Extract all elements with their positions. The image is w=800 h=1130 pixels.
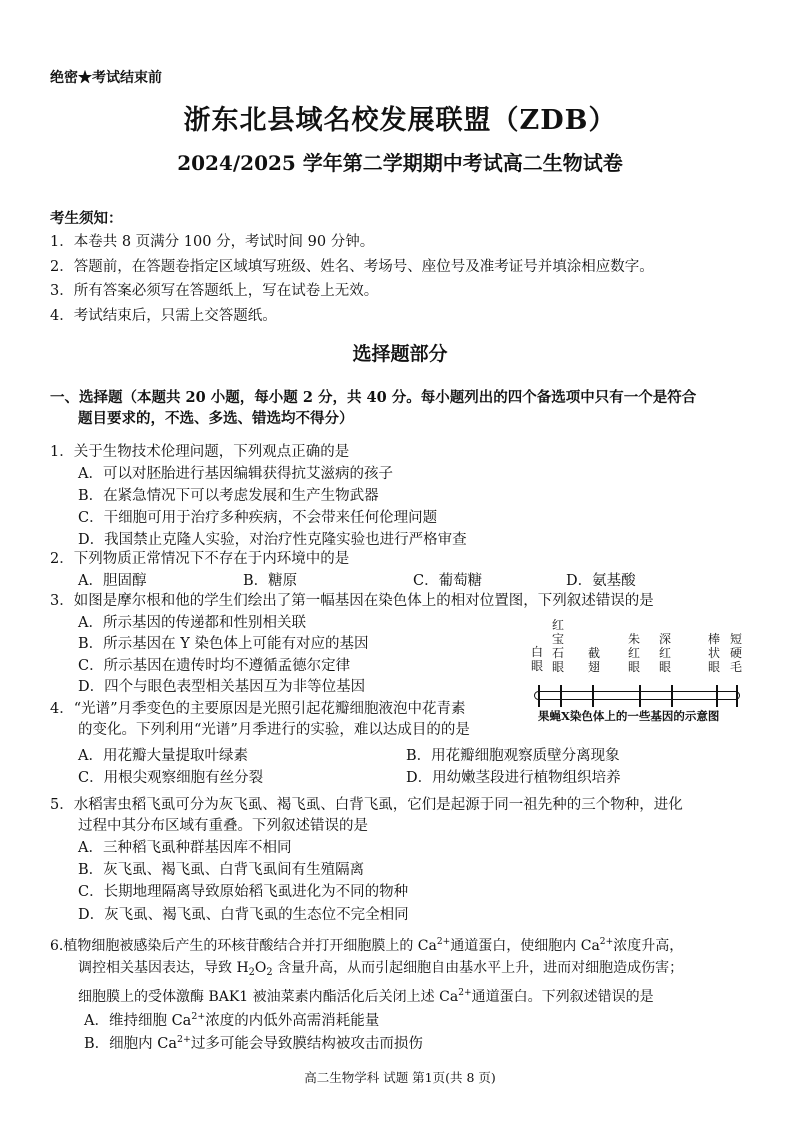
q4-option-c: C．用根尖观察细胞有丝分裂 (78, 770, 264, 786)
gene-label-vermilion-eye: 朱红眼 (627, 632, 640, 674)
q2-option-d: D．氨基酸 (566, 573, 636, 589)
q4-option-b: B．用花瓣细胞观察质壁分离现象 (406, 748, 620, 764)
q1-option-d: D．我国禁止克隆人实验，对治疗性克隆实验也进行严格审查 (78, 532, 467, 548)
gene-marker (639, 685, 641, 707)
gene-marker (736, 685, 738, 707)
notice-item: 3．所有答案必须写在答题纸上，写在试卷上无效。 (50, 283, 379, 299)
q4-stem: 4．“光谱”月季变色的主要原因是光照引起花瓣细胞液泡中花青素 (50, 701, 466, 717)
q6-stem-line3: 细胞膜上的受体激酶 BAK1 被油菜素内酯活化后关闭上述 $Ca^{2+}$通道蛋白。下列叙述错误的是 (78, 988, 654, 1005)
q1-stem: 1．关于生物技术伦理问题，下列观点正确的是 (50, 444, 350, 460)
notice-item: 2．答题前，在答题卷指定区域填写班级、姓名、考场号、座位号及准考证号并填涂相应数字。 (50, 259, 654, 275)
q5-option-b: B．灰飞虱、褐飞虱、白背飞虱间有生殖隔离 (78, 862, 365, 878)
part1-instructions: 一、选择题（本题共 20 小题，每小题 2 分，共 40 分。每小题列出的四个备选项中只有一个是符合 (50, 389, 697, 406)
gene-marker (592, 685, 594, 707)
secret-label: 绝密★考试结束前 (50, 70, 162, 86)
notice-heading: 考生须知： (50, 210, 123, 227)
gene-label-white-eye: 白眼 (530, 645, 543, 673)
exam-subtitle: 2024/2025 学年第二学期期中考试高二生物试卷 (177, 151, 623, 175)
gene-label-carmine-eye: 深红眼 (658, 632, 671, 674)
q5-option-c: C．长期地理隔离导致原始稻飞虱进化为不同的物种 (78, 884, 409, 900)
q6-option-b: B．细胞内 $Ca^{2+}$过多可能会导致膜结构被攻击而损伤 (84, 1034, 423, 1052)
q2-option-c: C．葡萄糖 (413, 573, 483, 589)
q3-stem: 3．如图是摩尔根和他的学生们绘出了第一幅基因在染色体上的相对位置图，下列叙述错误的是 (50, 593, 654, 609)
gene-marker (671, 685, 673, 707)
notice-item: 1．本卷共 8 页满分 100 分，考试时间 90 分钟。 (50, 234, 375, 250)
chromosome-figure (528, 615, 773, 725)
part1-instructions-cont: 题目要求的，不选、多选、错选均不得分） (78, 410, 354, 427)
gene-marker (538, 685, 540, 707)
q1-option-b: B．在紧急情况下可以考虑发展和生产生物武器 (78, 488, 379, 504)
gene-marker (560, 685, 562, 707)
q1-option-c: C．干细胞可用于治疗多种疾病，不会带来任何伦理问题 (78, 510, 438, 526)
q6-stem-line2: 调控相关基因表达，导致 $H_2O_2$ 含量升高，从而引起细胞自由基水平上升，进而对细胞造成伤害； (78, 960, 684, 978)
q3-option-a: A．所示基因的传递都和性别相关联 (78, 615, 306, 631)
q3-option-c: C．所示基因在遗传时均不遵循孟德尔定律 (78, 658, 351, 674)
q6-stem: 6.植物细胞被感染后产生的环核苷酸结合并打开细胞膜上的 $Ca^{2+}$通道蛋白，使细胞内 $Ca^{2+}$浓度升高， (50, 937, 684, 954)
q4-option-d: D．用幼嫩茎段进行植物组织培养 (406, 770, 621, 786)
exam-title: 浙东北县域名校发展联盟（ZDB） (183, 105, 617, 136)
q4-option-a: A．用花瓣大量提取叶绿素 (78, 748, 248, 764)
q5-stem-cont: 过程中其分布区域有重叠。下列叙述错误的是 (78, 818, 368, 834)
gene-label-ruby-eye: 红宝石眼 (551, 618, 564, 674)
q3-option-d: D．四个与眼色表型相关基因互为非等位基因 (78, 679, 366, 695)
section-title: 选择题部分 (352, 343, 448, 365)
q4-stem-cont: 的变化。下列利用“光谱”月季进行的实验，难以达成目的的是 (78, 722, 470, 738)
q3-option-b: B．所示基因在 Y 染色体上可能有对应的基因 (78, 636, 369, 652)
chromosome-bar (534, 685, 740, 705)
gene-marker (716, 685, 718, 707)
page-footer: 高二生物学科 试题 第1页(共 8 页) (304, 1070, 496, 1085)
notice-item: 4．考试结束后，只需上交答题纸。 (50, 308, 277, 324)
q2-option-b: B．糖原 (243, 573, 298, 589)
figure-caption: 果蝇X染色体上的一些基因的示意图 (538, 709, 720, 723)
q2-option-a: A．胆固醇 (78, 573, 147, 589)
gene-label-bristle: 短硬毛 (729, 632, 742, 674)
q5-option-d: D．灰飞虱、褐飞虱、白背飞虱的生态位不完全相同 (78, 907, 409, 923)
q6-option-a: A．维持细胞 $Ca^{2+}$浓度的内低外高需消耗能量 (84, 1011, 380, 1029)
q1-option-a: A．可以对胚胎进行基因编辑获得抗艾滋病的孩子 (78, 466, 393, 482)
gene-label-cut-wing: 截翅 (587, 646, 600, 674)
q5-option-a: A．三种稻飞虱种群基因库不相同 (78, 840, 292, 856)
q5-stem: 5．水稻害虫稻飞虱可分为灰飞虱、褐飞虱、白背飞虱，它们是起源于同一祖先种的三个物种，进化 (50, 797, 683, 813)
q2-stem: 2．下列物质正常情况下不存在于内环境中的是 (50, 551, 350, 567)
gene-label-bar-eye: 棒状眼 (707, 632, 720, 674)
